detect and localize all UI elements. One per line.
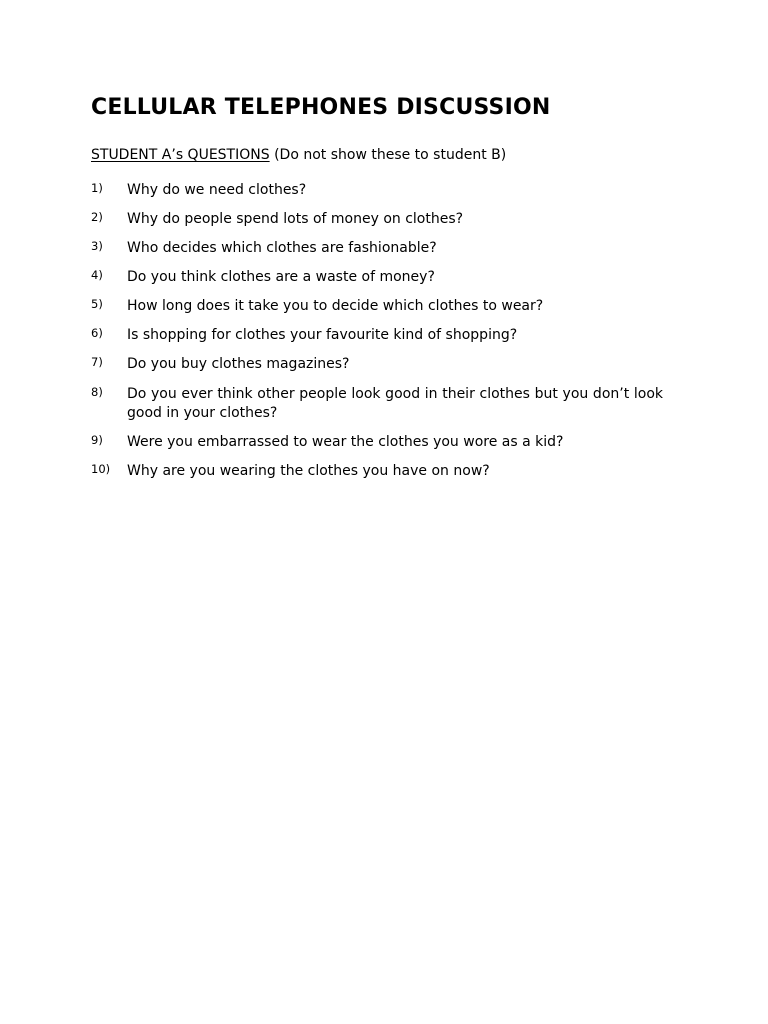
question-number: 8) xyxy=(91,385,103,399)
question-number: 6) xyxy=(91,326,103,340)
question-text: Why do we need clothes? xyxy=(127,182,307,198)
question-text: Were you embarrassed to wear the clothes you wore as a kid? xyxy=(127,434,564,450)
question-number: 9) xyxy=(91,433,103,447)
section-heading-note: (Do not show these to student B) xyxy=(269,147,507,163)
question-text: How long does it take you to decide which clothes to wear? xyxy=(127,298,544,314)
question-text: Is shopping for clothes your favourite kind of shopping? xyxy=(127,327,518,343)
question-text: Why are you wearing the clothes you have on now? xyxy=(127,463,490,479)
question-text: Who decides which clothes are fashionable? xyxy=(127,240,437,256)
question-text: Do you ever think other people look good in their clothes but you don’t look good in your clothes? xyxy=(127,386,663,421)
question-number: 4) xyxy=(91,268,103,282)
section-heading xyxy=(91,146,506,164)
section-heading-underlined: STUDENT A’s QUESTIONS xyxy=(91,147,270,163)
question-text: Why do people spend lots of money on clothes? xyxy=(127,211,464,227)
question-text: Do you buy clothes magazines? xyxy=(127,356,350,372)
question-number: 2) xyxy=(91,210,103,224)
question-number: 7) xyxy=(91,355,103,369)
question-number: 10) xyxy=(91,462,111,476)
question-number: 5) xyxy=(91,297,103,311)
question-number: 1) xyxy=(91,181,103,195)
question-number: 3) xyxy=(91,239,103,253)
document-title: CELLULAR TELEPHONES DISCUSSION xyxy=(91,95,551,120)
question-text: Do you think clothes are a waste of money? xyxy=(127,269,435,285)
